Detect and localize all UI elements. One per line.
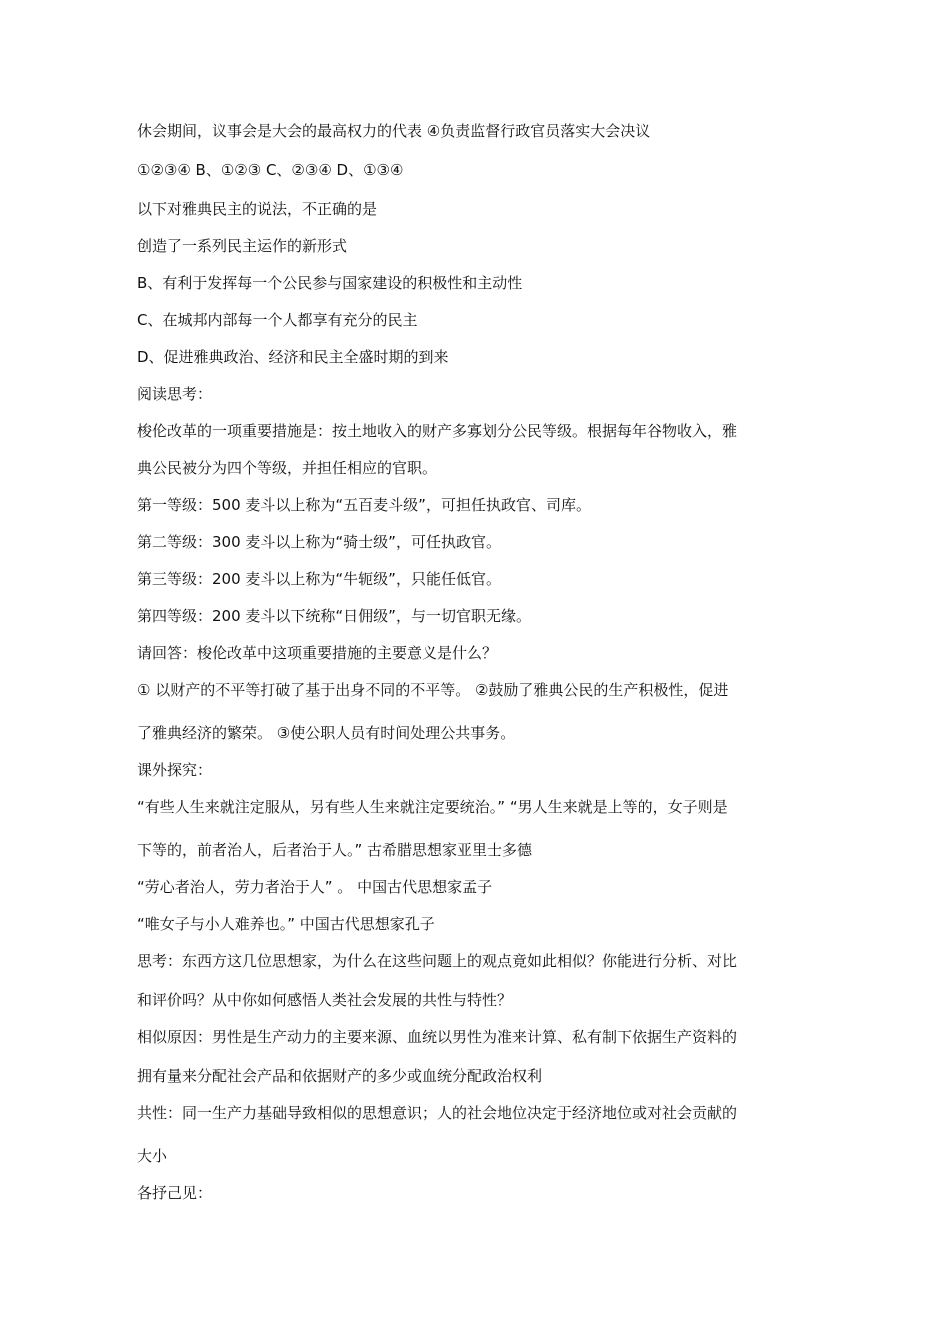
section-heading: 阅读思考： xyxy=(137,385,213,403)
answer-line: 相似原因：男性是生产动力的主要来源、血统以男性为准来计算、私有制下依据生产资料的 xyxy=(137,1028,738,1046)
answer-line: ① 以财产的不平等打破了基于出身不同的不平等。 ②鼓励了雅典公民的生产积极性，促进 xyxy=(137,681,729,699)
section-heading: 课外探究： xyxy=(137,761,213,779)
section-heading: 各抒己见： xyxy=(137,1184,213,1202)
question-line: 思考：东西方这几位思想家，为什么在这些问题上的观点竟如此相似？你能进行分析、对比 xyxy=(137,952,738,970)
answer-line: 共性：同一生产力基础导致相似的思想意识；人的社会地位决定于经济地位或对社会贡献的 xyxy=(137,1104,738,1122)
answer-options-line: ①②③④ B、①②③ C、②③④ D、①③④ xyxy=(137,161,404,179)
grade-line: 第二等级：300 麦斗以上称为“骑士级”，可任执政官。 xyxy=(137,533,501,551)
text-line: 梭伦改革的一项重要措施是：按土地收入的财产多寡划分公民等级。根据每年谷物收入，雅 xyxy=(137,422,738,440)
answer-line: 拥有量来分配社会产品和依据财产的多少或血统分配政治权利 xyxy=(137,1067,543,1085)
quote-line: 下等的，前者治人，后者治于人。” 古希腊思想家亚里士多德 xyxy=(137,841,533,859)
answer-line: 大小 xyxy=(137,1147,168,1165)
text-line: 典公民被分为四个等级，并担任相应的官职。 xyxy=(137,459,438,477)
grade-line: 第四等级：200 麦斗以下统称“日佣级”，与一切官职无缘。 xyxy=(137,607,531,625)
grade-line: 第三等级：200 麦斗以上称为“牛轭级”，只能任低官。 xyxy=(137,570,501,588)
option-line: C、在城邦内部每一个人都享有充分的民主 xyxy=(137,311,418,329)
text-line: 休会期间，议事会是大会的最高权力的代表 ④负责监督行政官员落实大会决议 xyxy=(137,122,651,140)
quote-line: “有些人生来就注定服从，另有些人生来就注定要统治。” “男人生来就是上等的，女子则是 xyxy=(137,798,728,816)
option-line: D、促进雅典政治、经济和民主全盛时期的到来 xyxy=(137,348,449,366)
document-body xyxy=(137,122,817,1203)
answer-line: 了雅典经济的繁荣。 ③使公职人员有时间处理公共事务。 xyxy=(137,724,516,742)
option-line: B、有利于发挥每一个公民参与国家建设的积极性和主动性 xyxy=(137,274,523,292)
question-line: 以下对雅典民主的说法，不正确的是 xyxy=(137,200,378,218)
option-line: 创造了一系列民主运作的新形式 xyxy=(137,237,348,255)
quote-line: “劳心者治人，劳力者治于人” 。 中国古代思想家孟子 xyxy=(137,878,493,896)
question-line: 和评价吗？从中你如何感悟人类社会发展的共性与特性？ xyxy=(137,991,513,1009)
grade-line: 第一等级：500 麦斗以上称为“五百麦斗级”，可担任执政官、司库。 xyxy=(137,496,591,514)
question-line: 请回答：梭伦改革中这项重要措施的主要意义是什么？ xyxy=(137,644,498,662)
quote-line: “唯女子与小人难养也。” 中国古代思想家孔子 xyxy=(137,915,435,933)
